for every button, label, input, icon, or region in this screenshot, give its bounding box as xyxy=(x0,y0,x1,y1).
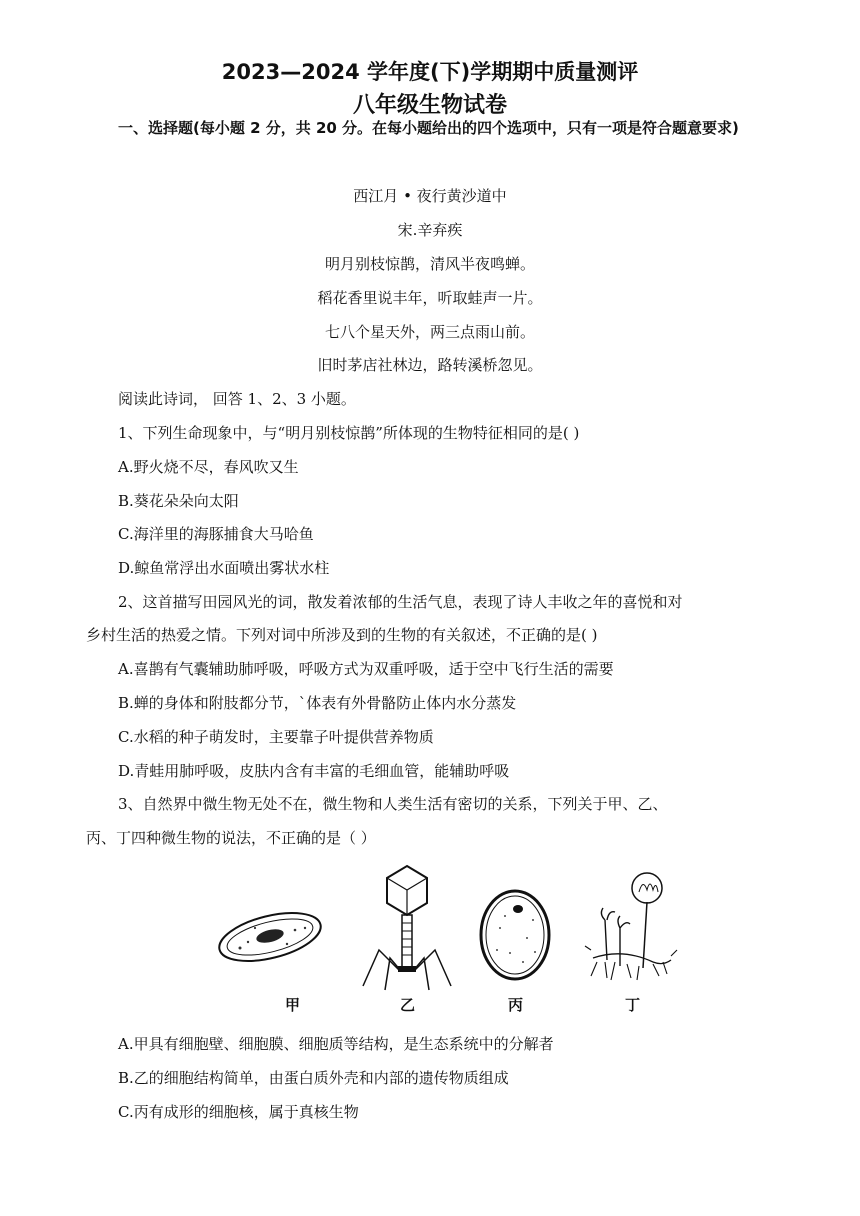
poem-line: 旧时茅店社林边，路转溪桥忽见。 xyxy=(317,356,543,374)
bacterium-drawing xyxy=(215,904,326,970)
question-3-stem-line2: 丙、丁四种微生物的说法，不正确的是（ ） xyxy=(86,829,376,847)
question-3-option-c: C.丙有成形的细胞核，属于真核生物 xyxy=(118,1103,359,1121)
yeast-cell-drawing xyxy=(481,891,549,979)
question-1-option-b: B.葵花朵朵向太阳 xyxy=(118,492,239,510)
question-2-stem-line1: 2、这首描写田园风光的词，散发着浓郁的生活气息，表现了诗人丰收之年的喜悦和对 xyxy=(118,593,683,611)
question-1-option-c: C.海洋里的海豚捕食大马哈鱼 xyxy=(118,525,314,543)
section-heading xyxy=(86,112,786,145)
exam-subtitle: 八年级生物试卷 xyxy=(352,93,507,118)
question-3-option-a: A.甲具有细胞壁、细胞膜、细胞质等结构，是生态系统中的分解者 xyxy=(118,1035,554,1053)
exam-title: 2023—2024 学年度(下)学期期中质量测评 xyxy=(221,60,639,84)
mold-drawing xyxy=(585,873,677,980)
poem-line: 稻花香里说丰年，听取蛙声一片。 xyxy=(317,289,543,307)
question-1-option-d: D.鲸鱼常浮出水面喷出雾状水柱 xyxy=(118,559,330,577)
poem-line: 明月别枝惊鹊，清风半夜鸣蝉。 xyxy=(324,255,535,273)
question-2-option-c: C.水稻的种子萌发时，主要靠子叶提供营养物质 xyxy=(118,728,434,746)
figure-label-ding: 丁 xyxy=(625,996,641,1014)
poem-author: 宋.辛弃疾 xyxy=(397,221,463,239)
question-2-option-a: A.喜鹊有气囊辅助肺呼吸，呼吸方式为双重呼吸，适于空中飞行生活的需要 xyxy=(118,660,614,678)
virus-drawing xyxy=(363,866,451,990)
question-2-stem-line2: 乡村生活的热爱之情。下列对词中所涉及到的生物的有关叙述，不正确的是( ) xyxy=(86,626,598,644)
question-2-option-b: B.蝉的身体和附肢都分节，`体表有外骨骼防止体内水分蒸发 xyxy=(118,694,517,712)
section-heading-text: 一、选择题(每小题 2 分，共 20 分。在每小题给出的四个选项中，只有一项是符合题意要求) xyxy=(118,119,739,137)
reading-instruction: 阅读此诗词， 回答 1、2、3 小题。 xyxy=(118,390,356,408)
figure-label-yi: 乙 xyxy=(400,996,416,1014)
poem-title: 西江月 • 夜行黄沙道中 xyxy=(353,187,507,205)
figure-label-bing: 丙 xyxy=(508,996,524,1014)
question-1-option-a: A.野火烧不尽，春风吹又生 xyxy=(118,458,299,476)
question-2-option-d: D.青蛙用肺呼吸，皮肤内含有丰富的毛细血管，能辅助呼吸 xyxy=(118,762,510,780)
question-3-stem-line1: 3、自然界中微生物无处不在，微生物和人类生活有密切的关系，下列关于甲、乙、 xyxy=(118,795,668,813)
poem-line: 七八个星天外，两三点雨山前。 xyxy=(324,323,535,341)
question-3-option-b: B.乙的细胞结构简单，由蛋白质外壳和内部的遗传物质组成 xyxy=(118,1069,509,1087)
figure-label-jia: 甲 xyxy=(285,996,301,1014)
question-1-stem: 1、下列生命现象中，与“明月别枝惊鹊”所体现的生物特征相同的是( ) xyxy=(118,424,580,442)
